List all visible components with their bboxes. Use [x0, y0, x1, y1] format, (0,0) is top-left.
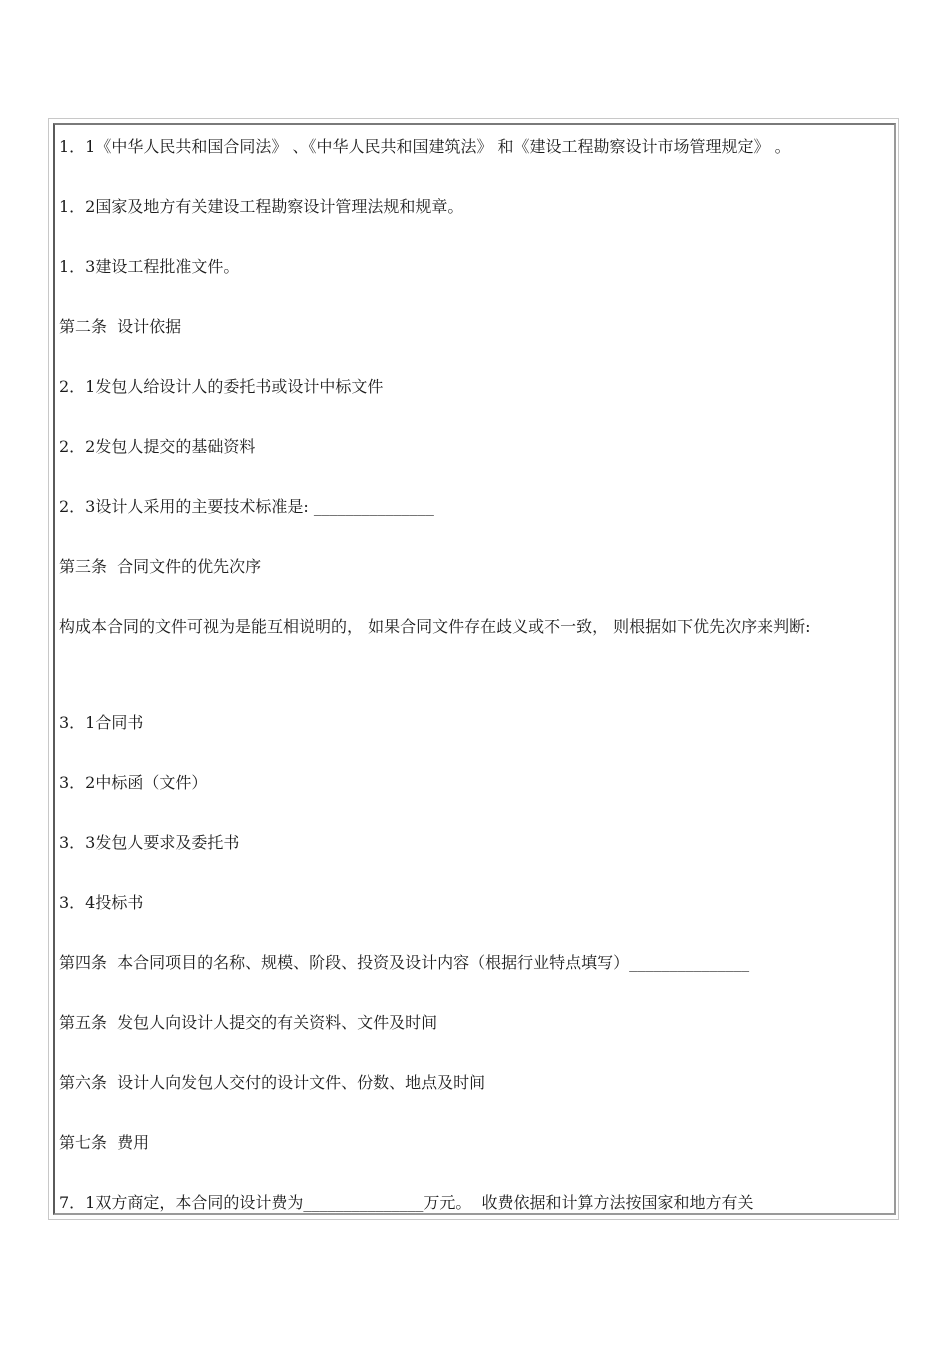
clause-1-1: 1．1《中华人民共和国合同法》 、《中华人民共和国建筑法》 和《建设工程勘察设计市场管理规定》 。 — [59, 137, 791, 156]
article-4-heading: 第四条 本合同项目的名称、规模、阶段、投资及设计内容（根据行业特点填写）_______________ — [59, 953, 750, 972]
clause-3-1: 3．1合同书 — [59, 713, 144, 732]
article-7-heading: 第七条 费用 — [59, 1133, 150, 1152]
clause-1-3: 1．3建设工程批准文件。 — [59, 257, 240, 276]
clause-2-3: 2．3设计人采用的主要技术标准是: _______________ — [59, 497, 434, 516]
article-2-heading: 第二条 设计依据 — [59, 317, 182, 336]
clause-7-1: 7．1双方商定，本合同的设计费为_______________万元。 收费依据和计算方法按国家和地方有关 — [59, 1193, 754, 1212]
article-3-heading: 第三条 合同文件的优先次序 — [59, 557, 262, 576]
clause-1-2: 1．2国家及地方有关建设工程勘察设计管理法规和规章。 — [59, 197, 464, 216]
clause-3-2: 3．2中标函（文件） — [59, 773, 208, 792]
document-body — [53, 123, 896, 1215]
clause-2-2: 2．2发包人提交的基础资料 — [59, 437, 256, 456]
clause-3-4: 3．4投标书 — [59, 893, 144, 912]
clause-3-3: 3．3发包人要求及委托书 — [59, 833, 240, 852]
clause-2-1: 2．1发包人给设计人的委托书或设计中标文件 — [59, 377, 384, 396]
article-6-heading: 第六条 设计人向发包人交付的设计文件、份数、地点及时间 — [59, 1073, 486, 1092]
article-5-heading: 第五条 发包人向设计人提交的有关资料、文件及时间 — [59, 1013, 438, 1032]
article-3-body: 构成本合同的文件可视为是能互相说明的， 如果合同文件存在歧义或不一致， 则根据如下优先次序来判断: — [59, 617, 811, 636]
document-frame — [48, 118, 899, 1220]
